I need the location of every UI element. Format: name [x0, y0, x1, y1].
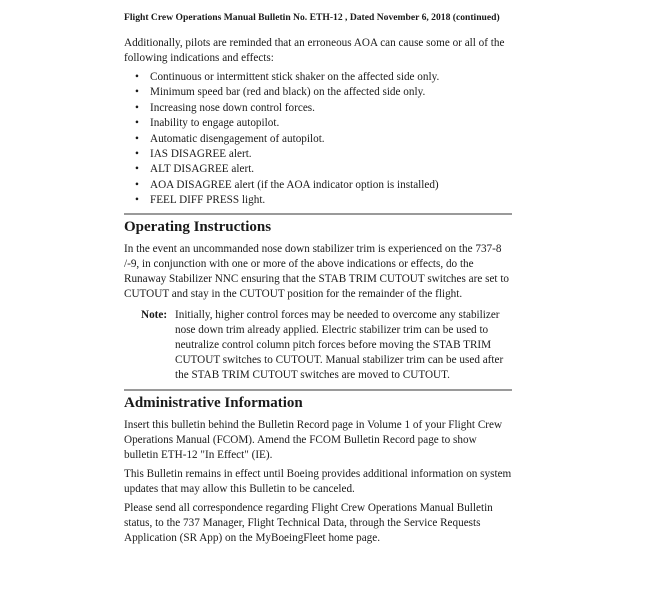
list-item: • FEEL DIFF PRESS light. [124, 193, 512, 208]
list-item: • Inability to engage autopilot. [124, 116, 512, 131]
list-item: • ALT DISAGREE alert. [124, 162, 512, 177]
indications-list [124, 70, 512, 209]
list-item: • Minimum speed bar (red and black) on the affected side only. [124, 85, 512, 100]
section-divider [124, 389, 512, 391]
note-label: Note: [141, 308, 168, 321]
section-divider [124, 213, 512, 215]
list-item: • Continuous or intermittent stick shaker on the affected side only. [124, 70, 512, 85]
list-item: • AOA DISAGREE alert (if the AOA indicator option is installed) [124, 178, 512, 193]
list-item: • Automatic disengagement of autopilot. [124, 132, 512, 147]
list-item: • Increasing nose down control forces. [124, 101, 512, 116]
note-text: Initially, higher control forces may be needed to overcome any stabilizer nose down trim already applied. Electric stabilizer trim can be used to neutralize control column pitch forces before moving the STAB TRIM CUTOUT switches to CUTOUT. Manual stabilizer trim can be used after the STAB TRIM CUTOUT switches are moved to CUTOUT. [175, 308, 504, 381]
admin-paragraph: Insert this bulletin behind the Bulletin Record page in Volume 1 of your Flight Crew Operations Manual (FCOM). Amend the FCOM Bulletin Record page to show bulletin ETH-12 "In Effect" (IE). [124, 418, 503, 461]
bulletin-page [124, 12, 512, 550]
administrative-information-heading: Administrative Information [124, 394, 303, 411]
operating-instructions-heading: Operating Instructions [124, 218, 272, 235]
list-item: • IAS DISAGREE alert. [124, 147, 512, 162]
note-block [141, 308, 512, 383]
admin-paragraph: This Bulletin remains in effect until Boeing provides additional information on system updates that may allow this Bulletin to be canceled. [124, 467, 512, 495]
bulletin-header: Flight Crew Operations Manual Bulletin No. ETH-12 , Dated November 6, 2018 (continued) [124, 12, 500, 23]
operating-instructions-paragraph: In the event an uncommanded nose down stabilizer trim is experienced on the 737-8 /-9, in conjunction with one or more of the above indications or effects, do the Runaway Stabilizer NNC ensuring that the STAB TRIM CUTOUT switches are set to CUTOUT and stay in the CUTOUT position for the remainder of the flight. [124, 242, 510, 300]
intro-paragraph: Additionally, pilots are reminded that an erroneous AOA can cause some or all of the following indications and effects: [124, 37, 505, 64]
admin-paragraph: Please send all correspondence regarding Flight Crew Operations Manual Bulletin status, to the 737 Manager, Flight Technical Data, through the Service Requests Application (SR App) on the MyBoeingFleet home page. [124, 501, 493, 544]
